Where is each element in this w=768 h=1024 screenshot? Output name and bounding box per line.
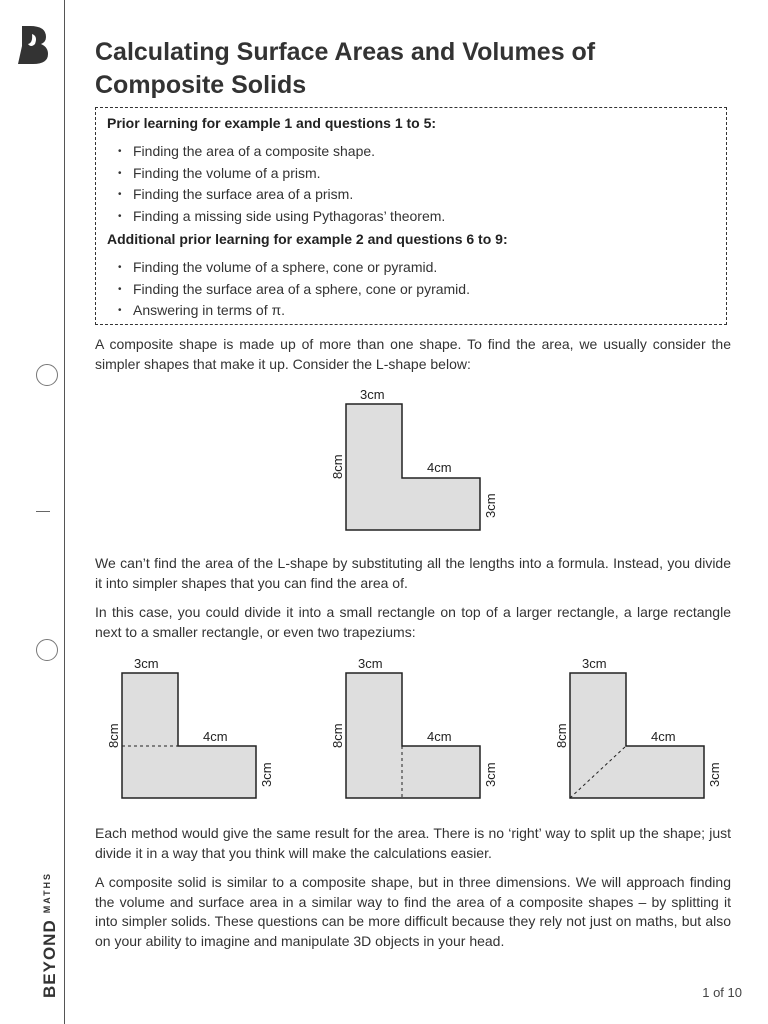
label-left: 8cm bbox=[330, 723, 345, 748]
l-shape bbox=[346, 404, 480, 530]
list-item: • Finding the surface area of a prism. bbox=[118, 184, 445, 206]
list-item: • Finding the surface area of a sphere, cone or pyramid. bbox=[118, 279, 470, 301]
l-shape bbox=[346, 673, 480, 798]
binder-hole-lower bbox=[36, 639, 58, 661]
prior-heading-1: Prior learning for example 1 and questions 1 to 5: bbox=[107, 115, 437, 131]
label-right: 3cm bbox=[707, 762, 722, 787]
list-item: • Answering in terms of π. bbox=[118, 300, 470, 322]
paragraph-divide: We can’t find the area of the L-shape by substituting all the lengths into a formula. Instead, you divide it into simpler shapes that you can find the area of. bbox=[95, 555, 731, 591]
l-shape bbox=[570, 673, 704, 798]
prior-learning-box bbox=[95, 107, 727, 325]
brand-name: BEYOND bbox=[40, 919, 59, 998]
page-margin-line bbox=[64, 0, 65, 1024]
brand-vertical bbox=[40, 872, 60, 998]
label-right: 3cm bbox=[483, 493, 498, 518]
label-inner: 4cm bbox=[427, 460, 452, 475]
list-item: • Finding the area of a composite shape. bbox=[118, 141, 445, 163]
prior-heading-2: Additional prior learning for example 2 and questions 6 to 9: bbox=[107, 231, 508, 247]
list-item: • Finding a missing side using Pythagoras’ theorem. bbox=[118, 206, 445, 228]
label-top: 3cm bbox=[358, 656, 383, 671]
list-item: • Finding the volume of a sphere, cone or pyramid. bbox=[118, 257, 470, 279]
l-shape-figure bbox=[320, 382, 510, 547]
paragraph-composite-solid: A composite solid is similar to a composite shape, but in three dimensions. We will approach finding the volume and surface area in a similar way to find the area of a composite shapes – by splitting it into simpler solids. These questions can be more difficult because they rely not just on maths, but also on your ability to imagine and manipulate 3D objects in your head. bbox=[95, 874, 731, 949]
page-title: Calculating Surface Areas and Volumes of Composite Solids bbox=[95, 38, 596, 99]
label-top: 3cm bbox=[582, 656, 607, 671]
split-vertical-figure bbox=[320, 652, 510, 817]
label-inner: 4cm bbox=[427, 729, 452, 744]
list-item: • Finding the volume of a prism. bbox=[118, 163, 445, 185]
label-left: 8cm bbox=[330, 454, 345, 479]
beyond-logo-icon bbox=[16, 24, 50, 64]
prior-list-1 bbox=[118, 141, 445, 227]
label-inner: 4cm bbox=[203, 729, 228, 744]
paragraph-same-result: Each method would give the same result for the area. There is no ‘right’ way to split up the shape; just divide it in a way that you think will make the calculations easier. bbox=[95, 825, 731, 861]
paragraph-intro: A composite shape is made up of more than one shape. To find the area, we usually consider the simpler shapes that make it up. Consider the L-shape below: bbox=[95, 336, 731, 372]
binder-hole-upper bbox=[36, 364, 58, 386]
split-trapezium-figure bbox=[544, 652, 734, 817]
paragraph-options: In this case, you could divide it into a small rectangle on top of a larger rectangle, a large rectangle next to a smaller rectangle, or even two trapeziums: bbox=[95, 604, 731, 640]
label-right: 3cm bbox=[483, 762, 498, 787]
label-left: 8cm bbox=[106, 723, 121, 748]
l-shape bbox=[122, 673, 256, 798]
split-horizontal-figure bbox=[96, 652, 286, 817]
prior-list-2 bbox=[118, 257, 470, 322]
brand-sub: MATHS bbox=[42, 871, 52, 914]
label-top: 3cm bbox=[360, 387, 385, 402]
label-inner: 4cm bbox=[651, 729, 676, 744]
label-top: 3cm bbox=[134, 656, 159, 671]
label-right: 3cm bbox=[259, 762, 274, 787]
fold-mark bbox=[36, 511, 50, 512]
page-number: 1 of 10 bbox=[702, 985, 742, 1000]
label-left: 8cm bbox=[554, 723, 569, 748]
